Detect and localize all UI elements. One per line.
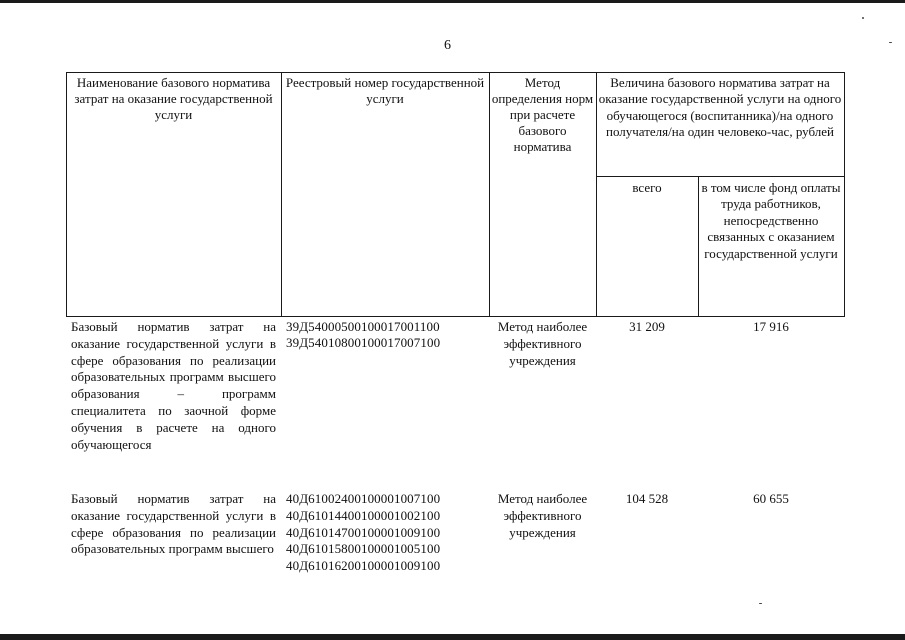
row-2-registry-codes [286, 491, 486, 575]
row-2-wage-fund: 60 655 [753, 491, 789, 506]
header-norm-value: Величина базового норматива затрат на оказание государственной услуги на одного обучающегося (воспитанника)/на одного получателя/на один человеко-час, рублей [598, 75, 842, 140]
registry-code: 40Д61014700100001009100 [286, 524, 441, 540]
row-2-total: 104 528 [625, 491, 669, 506]
row-1-registry-codes [286, 319, 486, 351]
registry-code: 39Д54010800100017007100 [286, 335, 441, 350]
row-1-service-name: Базовый норматив затрат на оказание государственной услуги в сфере образования по реализации образовательных программ высшего образования – программ специалитета по заочной форме обучения в расчете на одного обучающегося [71, 319, 276, 452]
scan-speck [759, 603, 762, 604]
row-2-service-name: Базовый норматив затрат на оказание государственной услуги в сфере образования по реализации образовательных программ высшего [71, 491, 276, 557]
scan-speck [862, 17, 864, 19]
row-2-method: Метод наиболее эффективного учреждения [497, 491, 588, 540]
row-1-method: Метод наиболее эффективного учреждения [497, 319, 588, 368]
registry-code: 39Д54000500100017001100 [286, 319, 440, 334]
scan-border-bottom [0, 634, 905, 640]
registry-code: 40Д61014400100001002100 [286, 507, 441, 523]
scan-border-top [0, 0, 905, 3]
page-number: 6 [444, 38, 451, 53]
scan-speck [889, 42, 892, 43]
header-registry-number: Реестровый номер государственной услуги [285, 75, 485, 106]
header-service-name: Наименование базового норматива затрат на оказание государственной услуги [74, 75, 273, 122]
row-1-total: 31 209 [629, 319, 665, 334]
registry-code: 40Д61015800100001005100 [286, 541, 441, 557]
header-calculation-method: Метод определения норм при расчете базового норматива [491, 75, 594, 154]
header-norm-wage-fund: в том числе фонд оплаты труда работников, непосредственно связанных с оказанием государственной услуги [701, 180, 841, 261]
registry-code: 40Д61016200100001009100 [286, 558, 441, 574]
header-norm-total: всего [632, 180, 662, 195]
registry-code: 40Д61002400100001007100 [286, 491, 441, 506]
row-1-wage-fund: 17 916 [753, 319, 789, 334]
